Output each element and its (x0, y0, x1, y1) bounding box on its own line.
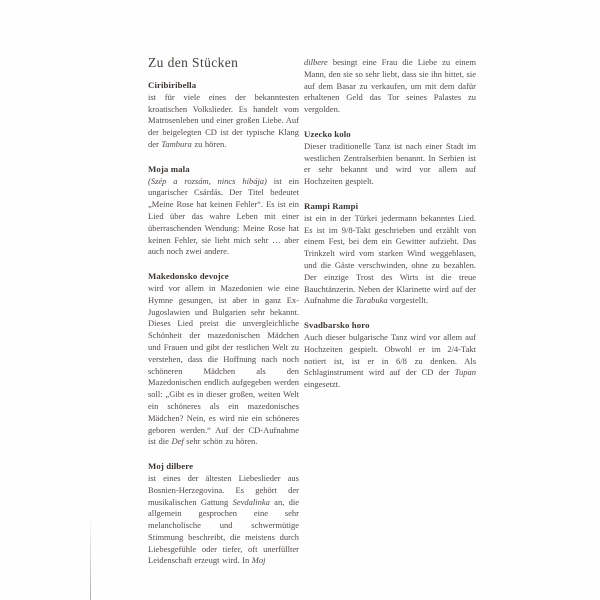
piece-heading: Uzecko kolo (304, 128, 351, 139)
text-column-left (148, 80, 299, 580)
piece-description: dilbere besingt eine Frau die Liebe zu einem Mann, den sie so sehr liebt, dass sie ihn bittet, sie auf dem Basar zu verkaufen, um mit dem dafür erhaltenen Geld das Tor seines Palastes zu vergolden. (304, 57, 476, 115)
piece-description: ist für viele eines der bekanntesten kroatischen Volkslieder. Es handelt vom Matrosenleben und einer großen Liebe. Auf der beigelegten CD ist der typische Klang der Tambura zu hören. (148, 91, 299, 149)
piece-description: wird vor allem in Mazedonien wie eine Hymne gesungen, ist aber in ganz Ex-Jugoslawien und Bulgarien sehr bekannt. Dieses Lied preist die unvergleichliche Schönheit der mazedonischen Mädchen und Frauen und gibt der restlichen Welt zu verstehen, dass die Hoffnung nach noch schöneren Mädchen als den Mazedonischen endlich aufgegeben werden soll: „Gibt es in dieser großen, weiten Welt ein schöneres als ein mazedonisches Mädchen? Nein, es wird nie ein schöneres geboren werden.“ Auf der CD-Aufnahme ist die Def sehr schön zu hören. (148, 282, 299, 447)
piece-section (148, 80, 299, 151)
piece-heading: Moj dilbere (148, 461, 194, 472)
piece-section (148, 164, 299, 258)
piece-section (304, 57, 476, 116)
piece-section (148, 271, 299, 448)
piece-heading: Moja mala (148, 163, 190, 174)
piece-heading: Svadbarsko horo (304, 320, 370, 331)
text-column-right (304, 57, 476, 404)
piece-description: (Szép a rozsám, nincs hibája) ist ein ungarischer Csárdás. Der Titel bedeutet „Meine Rose hat keinen Fehler“. Es ist ein Lied über das wahre Leben mit einer überraschenden Wendung: Meine Rose hat keinen Fehler, sie liebt mich sehr … aber auch noch zwei andere. (148, 175, 299, 257)
page-title: Zu den Stücken (148, 55, 239, 70)
piece-description: Auch dieser bulgarische Tanz wird vor allem auf Hochzeiten gespielt. Obwohl er im 2/4-Takt notiert ist, ist er in 6/8 zu denken. Als Schlaginstrument wird auf der CD der Tupan eingesetzt. (304, 331, 476, 390)
piece-heading: Rampi Rampi (304, 200, 359, 211)
piece-section (304, 129, 476, 188)
piece-section (304, 201, 476, 307)
page-edge-line (90, 516, 91, 600)
piece-heading: Makedonsko devojce (148, 271, 229, 282)
piece-description: ist ein in der Türkei jedermann bekanntes Lied. Es ist im 9/8-Takt geschrieben und erzählt von einem Fest, bei dem ein Gewitter aufzieht. Das Trinkzelt wird vom starken Wind weggeblasen, und die Gäste verschwinden, ohne zu bezahlen. Der einzige Trost des Wirts ist die treue Bauchtänzerin. Neben der Klarinette wird auf der Aufnahme die Tarabuka vorgestellt. (304, 212, 476, 306)
piece-description: Dieser traditionelle Tanz ist nach einer Stadt im westlichen Zentralserbien benannt. In Serbien ist er sehr bekannt und wird vor allem auf Hochzeiten gespielt. (304, 140, 476, 187)
piece-heading: Ciribiribella (148, 80, 197, 90)
piece-description: ist eines der ältesten Liebeslieder aus Bosnien-Herzegovina. Es gehört der musikalischen Gattung Sevdalinka an, die allgemein gesprochen eine sehr melancholische und schwermütige Stimmung beschreibt, die meistens durch Liebesgefühle oder tiefer, oft unerfüllter Leidenschaft erzeugt wird. In Moj (148, 472, 299, 566)
piece-section (304, 320, 476, 391)
piece-section (148, 461, 299, 567)
